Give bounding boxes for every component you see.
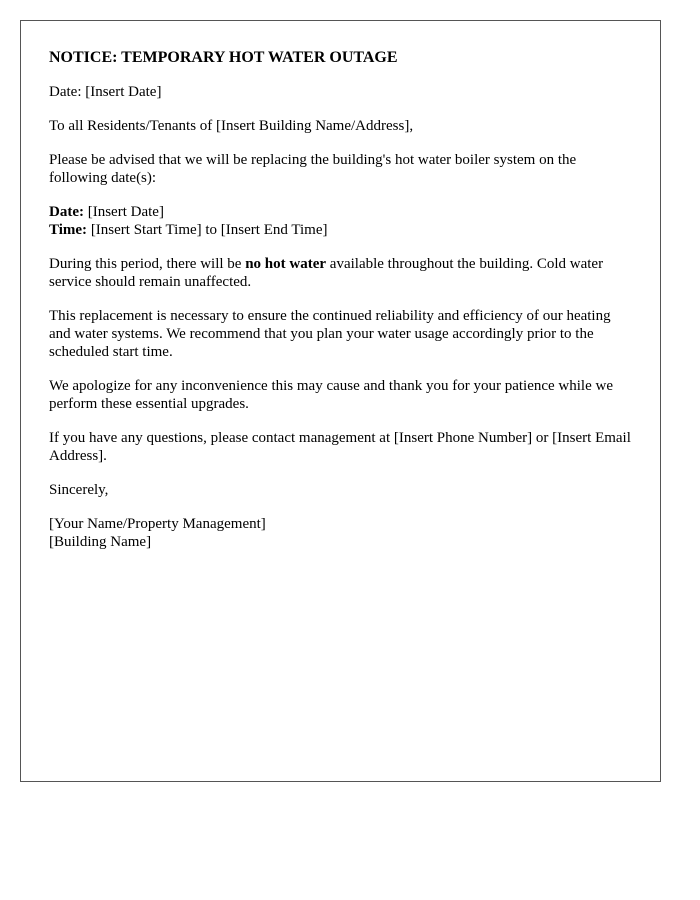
period-paragraph (49, 255, 632, 291)
intro-paragraph: Please be advised that we will be replacing the building's hot water boiler system on the following date(s): (49, 152, 577, 186)
period-text-after: available throughout the building. Cold water service should remain unaffected. (49, 256, 604, 290)
signature-name: [Your Name/Property Management] (49, 516, 266, 532)
contact-paragraph: If you have any questions, please contact management at [Insert Phone Number] or [Insert Email Address]. (49, 430, 631, 464)
reason-paragraph: This replacement is necessary to ensure the continued reliability and efficiency of our heating and water systems. We recommend that you plan your water usage accordingly prior to the scheduled start time. (49, 308, 611, 360)
period-emphasis: no hot water (245, 256, 327, 272)
salutation: To all Residents/Tenants of [Insert Building Name/Address], (49, 118, 414, 134)
signature-block (49, 515, 632, 551)
schedule-date-label: Date: (49, 204, 84, 220)
schedule-time-value: [Insert Start Time] to [Insert End Time] (87, 222, 328, 238)
closing: Sincerely, (49, 482, 109, 498)
notice-title: NOTICE: TEMPORARY HOT WATER OUTAGE (49, 49, 398, 66)
schedule-time-label: Time: (49, 222, 88, 238)
date-line: Date: [Insert Date] (49, 84, 162, 100)
notice-document (20, 20, 661, 782)
schedule-date-value: [Insert Date] (83, 204, 164, 220)
schedule-block (49, 203, 632, 239)
signature-building: [Building Name] (49, 534, 152, 550)
apology-paragraph: We apologize for any inconvenience this may cause and thank you for your patience while we perform these essential upgrades. (49, 378, 614, 412)
period-text-before: During this period, there will be (49, 256, 246, 272)
